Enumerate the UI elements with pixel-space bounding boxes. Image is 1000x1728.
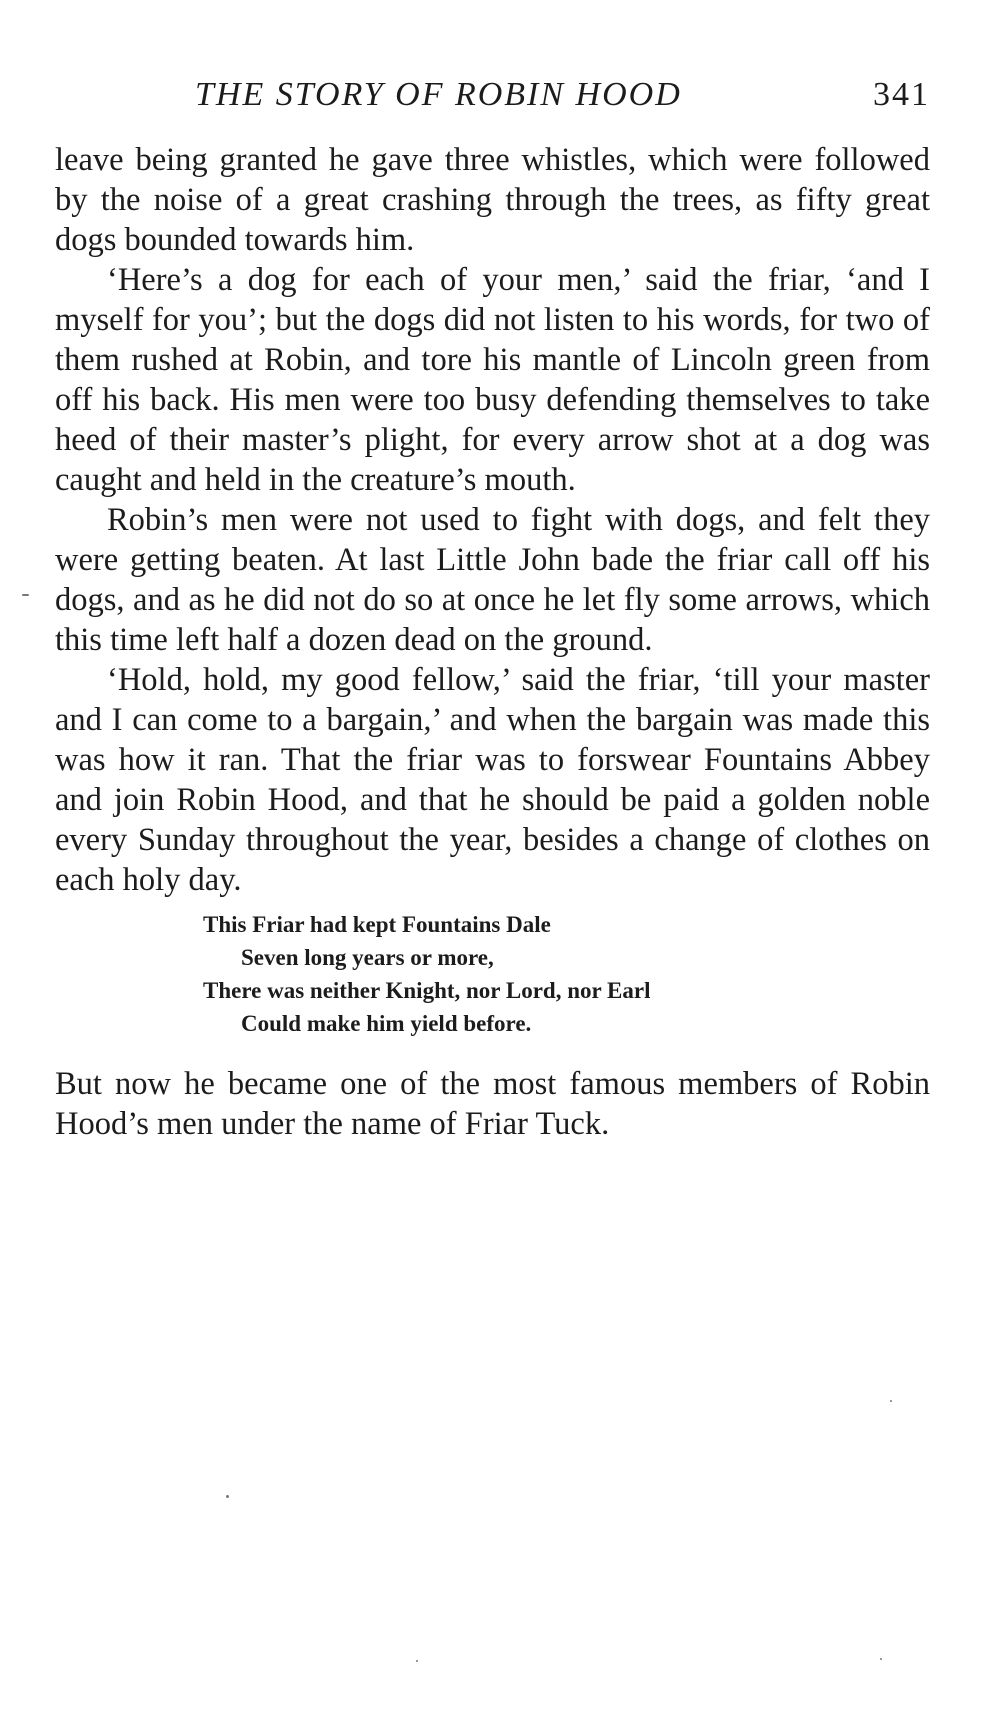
scan-speck: [22, 594, 29, 596]
page-number: 341: [873, 76, 930, 113]
verse-line: This Friar had kept Fountains Dale: [203, 912, 551, 937]
book-page: [55, 66, 930, 1144]
scan-speck: [890, 1400, 892, 1402]
paragraph: ‘Hold, hold, my good fellow,’ said the friar, ‘till your master and I can come to a bargain,’ and when the bargain was made this was how it ran. That the friar was to forswear Fountains Abbey and join Robin Hood, and that he should be paid a golden noble every Sunday throughout the year, besides a change of clothes on each holy day.: [55, 662, 930, 898]
running-title: THE STORY OF ROBIN HOOD: [195, 76, 682, 113]
paragraph: ‘Here’s a dog for each of your men,’ said the friar, ‘and I myself for you’; but the dogs did not listen to his words, for two of them rushed at Robin, and tore his mantle of Lincoln green from off his back. His men were too busy defending themselves to take heed of their master’s plight, for every arrow shot at a dog was caught and held in the creature’s mouth.: [55, 262, 930, 498]
verse-line: Could make him yield before.: [241, 1011, 532, 1036]
scan-speck: [226, 1495, 229, 1498]
verse-stanza: [203, 908, 930, 1040]
running-head: [55, 66, 930, 116]
verse-line: Seven long years or more,: [241, 945, 494, 970]
verse-line: There was neither Knight, nor Lord, nor Earl: [203, 978, 651, 1003]
closing-paragraph: But now he became one of the most famous members of Robin Hood’s men under the name of Friar Tuck.: [55, 1066, 930, 1142]
body-text: [55, 140, 930, 1144]
scan-speck: [880, 1658, 882, 1660]
scan-speck: [416, 1660, 418, 1662]
paragraph: leave being granted he gave three whistles, which were followed by the noise of a great crashing through the trees, as fifty great dogs bounded towards him.: [55, 142, 930, 258]
paragraph: Robin’s men were not used to fight with dogs, and felt they were getting beaten. At last Little John bade the friar call off his dogs, and as he did not do so at once he let fly some arrows, which this time left half a dozen dead on the ground.: [55, 502, 930, 658]
